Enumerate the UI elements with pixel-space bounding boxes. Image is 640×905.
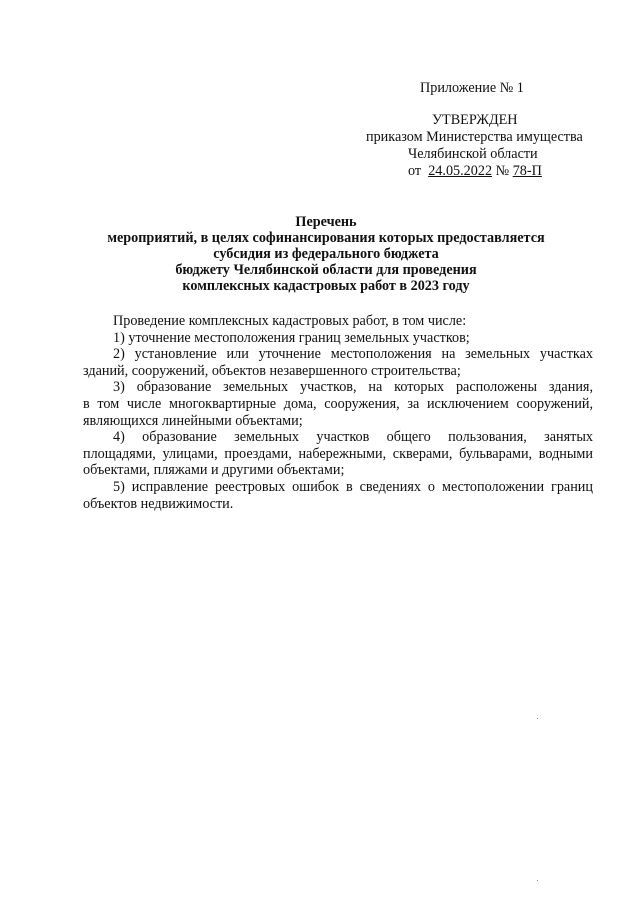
list-item-2-line-1: 2) установление или уточнение местоположения на земельных участках — [113, 346, 593, 363]
document-body — [83, 313, 593, 512]
list-item-3-line-2: в том числе многоквартирные дома, сооружения, за исключением сооружений, — [83, 395, 593, 412]
list-item-4-line-3: объектами, пляжами и другими объектами; — [83, 462, 345, 479]
title-line-2: мероприятий, в целях софинансирования которых предоставляется — [107, 230, 545, 246]
list-item-5-line-1: 5) исправление реестровых ошибок в сведениях о местоположении границ — [113, 478, 593, 495]
order-date-line — [408, 163, 542, 179]
number-sign: № — [495, 163, 510, 179]
order-number: 78-П — [512, 163, 542, 179]
title-line-4: бюджету Челябинской области для проведения — [175, 262, 477, 278]
scan-speck — [537, 880, 538, 881]
document-title — [60, 214, 592, 294]
list-item-2-line-2: зданий, сооружений, объектов незавершенного строительства; — [83, 362, 461, 379]
appendix-label: Приложение № 1 — [420, 80, 524, 96]
from-prefix: от — [408, 163, 422, 179]
approved-label: УТВЕРЖДЕН — [432, 112, 518, 128]
list-item-3-line-1: 3) образование земельных участков, на которых расположены здания, — [113, 379, 593, 396]
list-item-5-line-2: объектов недвижимости. — [83, 495, 234, 512]
scan-speck — [537, 718, 538, 719]
order-date: 24.05.2022 — [428, 163, 493, 179]
intro-paragraph: Проведение комплексных кадастровых работ, в том числе: — [113, 313, 467, 329]
list-item-4-line-2: площадями, улицами, проездами, набережными, скверами, бульварами, водными — [83, 445, 593, 462]
title-line-3: субсидия из федерального бюджета — [213, 246, 439, 262]
region-line: Челябинской области — [408, 146, 538, 162]
title-line-5: комплексных кадастровых работ в 2023 году — [182, 278, 470, 294]
list-item-4-line-1: 4) образование земельных участков общего пользования, занятых — [113, 429, 593, 446]
list-item-3-line-3: являющихся линейными объектами; — [83, 412, 303, 429]
list-item-1: 1) уточнение местоположения границ земельных участков; — [113, 329, 470, 346]
title-line-1: Перечень — [295, 214, 357, 230]
order-line: приказом Министерства имущества — [366, 129, 583, 145]
